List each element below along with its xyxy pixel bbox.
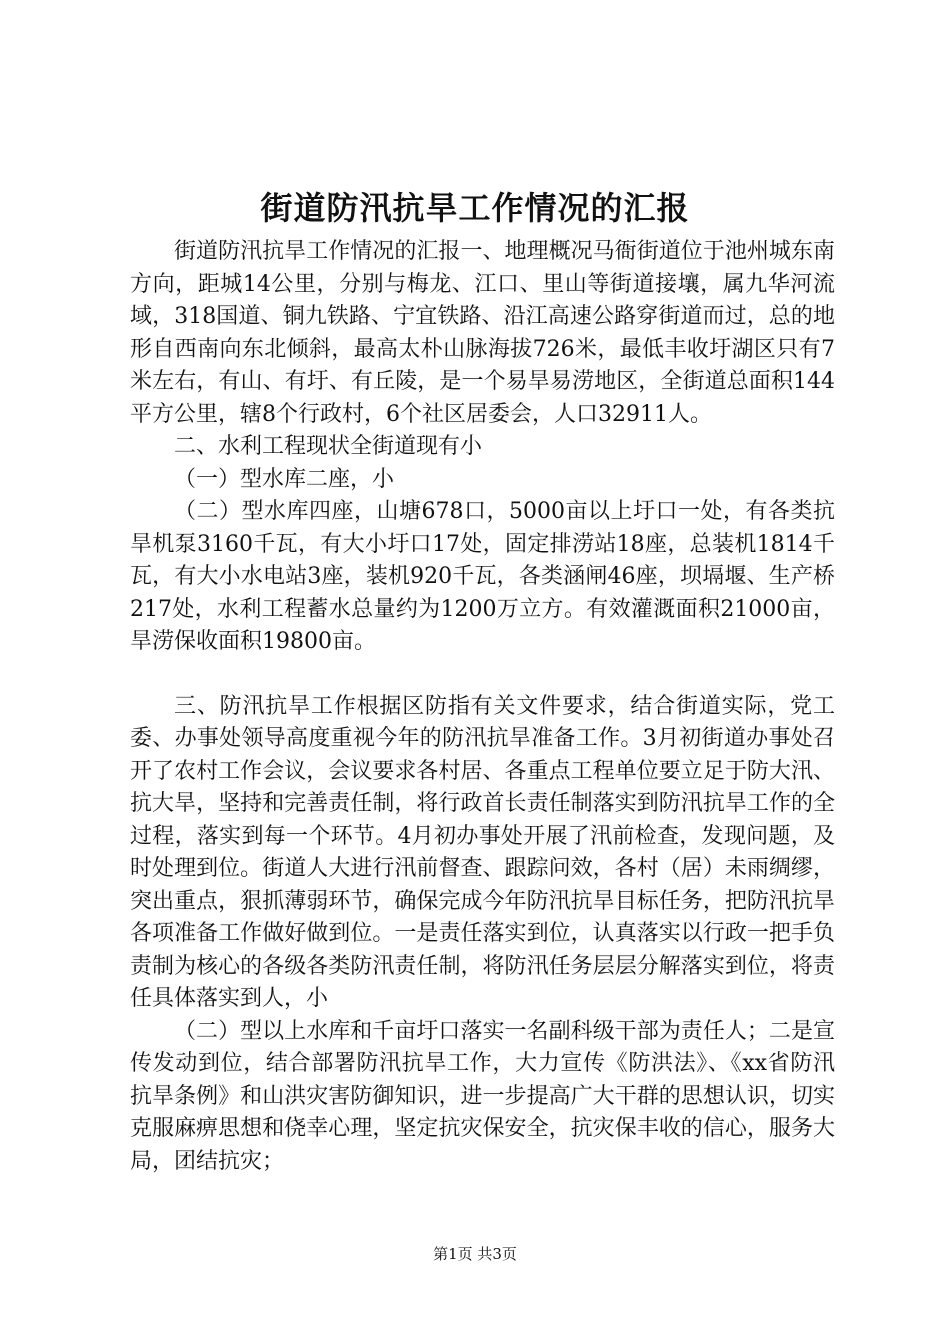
paragraph-geography: 街道防汛抗旱工作情况的汇报一、地理概况马衙街道位于池州城东南方向，距城14公里，分别与梅龙、江口、里山等街道接壤，属九华河流域，318国道、铜九铁路、宁宜铁路、沿江高速公路穿街道而过，总的地形自西南向东北倾斜，最高太朴山脉海拔726米，最低丰收圩湖区只有7米左右，有山、有圩、有丘陵，是一个易旱易涝地区，全街道总面积144平方公里，辖8个行政村，6个社区居委会，人口32911人。 — [130, 239, 835, 427]
paragraph-responsibility-publicity: （二）型以上水库和千亩圩口落实一名副科级干部为责任人；二是宣传发动到位，结合部署防汛抗旱工作，大力宣传《防洪法》、《xx省防汛抗旱条例》和山洪灾害防御知识，进一步提高广大干群的思想认识，切实克服麻痹思想和侥幸心理，坚定抗灾保安全，抗灾保丰收的信心，服务大局，团结抗灾； — [130, 1018, 835, 1174]
paragraph-type-one-reservoirs: （一）型水库二座，小 — [174, 466, 395, 492]
paragraph-water-works-heading: 二、水利工程现状全街道现有小 — [174, 434, 483, 459]
paragraph-type-two-reservoirs: （二）型水库四座，山塘678口，5000亩以上圩口一处，有各类抗旱机泵3160千瓦，有大小圩口17处，固定排涝站18座，总装机1814千瓦，有大小水电站3座，装机920千瓦，各类涵闸46座，坝塥堰、生产桥217处，水利工程蓄水总量约为1200万立方。有效灌溉面积21000亩，旱涝保收面积19800亩。 — [130, 499, 835, 654]
page-number-footer: 第1页 共3页 — [433, 1245, 517, 1263]
document-body — [130, 236, 835, 1178]
document-title: 街道防汛抗旱工作情况的汇报 — [260, 189, 690, 227]
paragraph-flood-control-work: 三、防汛抗旱工作根据区防指有关文件要求，结合街道实际，党工委、办事处领导高度重视今年的防汛抗旱准备工作。3月初街道办事处召开了农村工作会议，会议要求各村居、各重点工程单位要立足于防大汛、抗大旱，坚持和完善责任制，将行政首长责任制落实到防汛抗旱工作的全过程，落实到每一个环节。4月初办事处开展了汛前检查，发现问题，及时处理到位。街道人大进行汛前督查、跟踪问效，各村（居）未雨绸缪，突出重点，狠抓薄弱环节，确保完成今年防汛抗旱目标任务，把防汛抗旱各项准备工作做好做到位。一是责任落实到位，认真落实以行政一把手负责制为核心的各级各类防汛责任制，将防汛任务层层分解落实到位，将责任具体落实到人，小 — [130, 693, 835, 1011]
